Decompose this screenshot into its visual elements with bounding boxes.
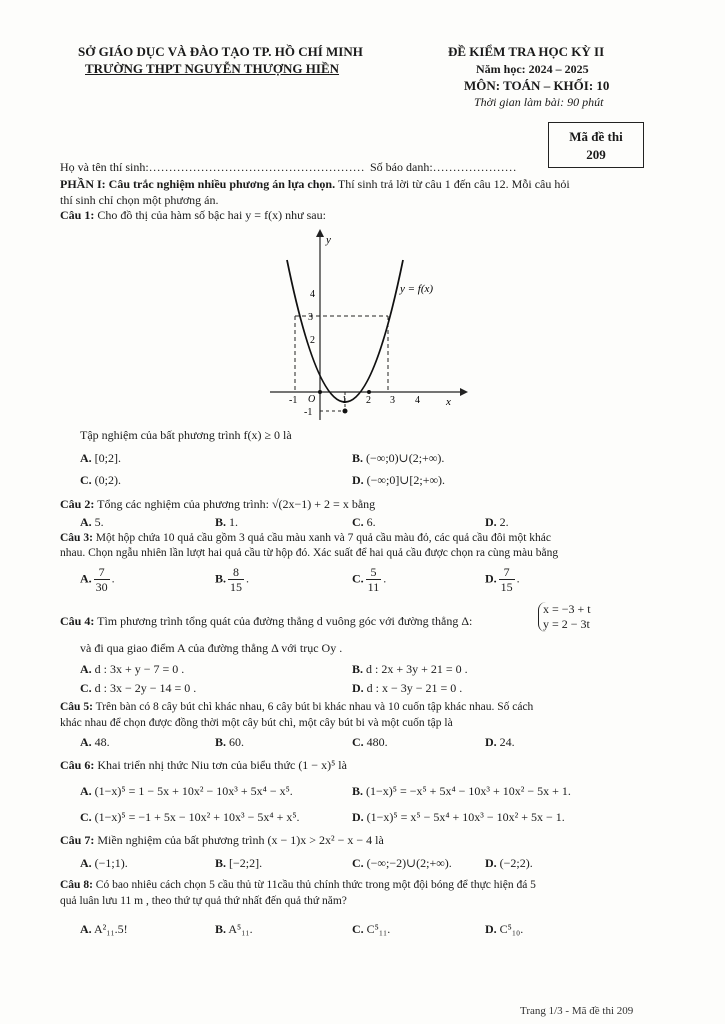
x-tick-4: 4 bbox=[415, 395, 420, 406]
q3-label: Câu 3: bbox=[60, 532, 93, 544]
q4-sys-eq1: x = −3 + t bbox=[543, 602, 591, 616]
q8-label: Câu 8: bbox=[60, 879, 93, 891]
student-id-field: Số báo danh:………………… bbox=[370, 160, 517, 174]
q3-option-b[interactable]: B. $\frac{8}{15}$ . bbox=[215, 565, 250, 594]
x-tick-m1: -1 bbox=[289, 395, 298, 406]
q8-option-b[interactable]: B. A⁵₁₁. bbox=[215, 922, 253, 936]
q7-option-d[interactable]: D. (−2;2). bbox=[485, 856, 533, 870]
q3-text1: Một hộp chứa 10 quả cầu gồm 3 quả cầu màu xanh và 7 quả cầu màu đỏ, các quả cầu đôi một khác bbox=[95, 532, 552, 544]
q7-label: Câu 7: bbox=[60, 833, 95, 847]
part1-heading bbox=[60, 177, 570, 192]
q6-stem bbox=[60, 758, 347, 773]
q3-option-c[interactable]: C. $\frac{5}{11}$ . bbox=[352, 565, 387, 594]
y-tick-m1: -1 bbox=[304, 407, 313, 418]
q2-stem bbox=[60, 497, 375, 512]
q3-option-a[interactable]: A. $\frac{7}{30}$ . bbox=[80, 565, 115, 594]
parabola-graph bbox=[260, 225, 470, 425]
q1-option-b[interactable]: B. (−∞;0)∪(2;+∞). bbox=[352, 451, 445, 465]
q5-label: Câu 5: bbox=[60, 701, 93, 713]
parabola-curve bbox=[287, 260, 403, 402]
q5-option-a[interactable]: A. 48. bbox=[80, 735, 110, 749]
root-point bbox=[367, 390, 371, 394]
x-axis-label: x bbox=[446, 396, 451, 408]
q8-option-c[interactable]: C. C⁵₁₁. bbox=[352, 922, 391, 936]
school-name: TRƯỜNG THPT NGUYỄN THƯỢNG HIỀN bbox=[85, 61, 340, 76]
x-tick-2: 2 bbox=[366, 395, 371, 406]
vertex-point bbox=[343, 409, 348, 414]
exam-code-box bbox=[548, 122, 644, 168]
q5-option-b[interactable]: B. 60. bbox=[215, 735, 245, 749]
q1-option-c[interactable]: C. (0;2). bbox=[80, 473, 121, 487]
q2-option-c[interactable]: C. 6. bbox=[352, 515, 376, 529]
q5-option-d[interactable]: D. 24. bbox=[485, 735, 515, 749]
q7-option-b[interactable]: B. [−2;2]. bbox=[215, 856, 263, 870]
q7-option-c[interactable]: C. (−∞;−2)∪(2;+∞). bbox=[352, 856, 452, 870]
q5-text1: Trên bàn có 8 cây bút chì khác nhau, 6 cây bút bi khác nhau và 10 cuốn tập khác nhau. Số cách bbox=[95, 701, 534, 713]
q8-line1 bbox=[60, 879, 536, 891]
q4-option-d[interactable]: D. d : x − 3y − 21 = 0 . bbox=[352, 681, 463, 695]
q2-option-d[interactable]: D. 2. bbox=[485, 515, 509, 529]
dept-name: SỞ GIÁO DỤC VÀ ĐÀO TẠO TP. HỒ CHÍ MINH bbox=[78, 44, 363, 59]
q8-text1: Có bao nhiêu cách chọn 5 cầu thủ từ 11cầu thủ chính thức trong một đội bóng để thực hiện đá 5 bbox=[95, 879, 536, 891]
q1-label: Câu 1: bbox=[60, 208, 95, 222]
q1-stem bbox=[60, 208, 326, 223]
q4-system bbox=[538, 602, 591, 632]
q5-line2: khác nhau để chọn được đồng thời một cây bút chì, một cây bút bi và một cuốn tập là bbox=[60, 717, 453, 729]
q5-option-c[interactable]: C. 480. bbox=[352, 735, 388, 749]
q4-option-a[interactable]: A. d : 3x + y − 7 = 0 . bbox=[80, 662, 185, 676]
q4-label: Câu 4: bbox=[60, 614, 95, 628]
q4-option-b[interactable]: B. d : 2x + 3y + 21 = 0 . bbox=[352, 662, 468, 676]
q3-line2: nhau. Chọn ngẫu nhiên lần lượt hai quả cầu từ hộp đó. Xác suất để hai quả cầu được chọn ra cùng màu bằng bbox=[60, 547, 559, 559]
q6-option-d[interactable]: D. (1−x)⁵ = x⁵ − 5x⁴ + 10x³ − 10x² + 5x − 1. bbox=[352, 810, 565, 824]
q6-option-a[interactable]: A. (1−x)⁵ = 1 − 5x + 10x² − 10x³ + 5x⁴ − x⁵. bbox=[80, 784, 293, 798]
q3-line1 bbox=[60, 532, 551, 544]
subject: MÔN: TOÁN – KHỐI: 10 bbox=[464, 78, 610, 93]
origin-label: O bbox=[308, 394, 316, 405]
q1-sub: Tập nghiệm của bất phương trình f(x) ≥ 0 là bbox=[80, 428, 292, 442]
q1-option-d[interactable]: D. (−∞;0]∪[2;+∞). bbox=[352, 473, 446, 487]
q6-option-c[interactable]: C. (1−x)⁵ = −1 + 5x − 10x² + 10x³ − 5x⁴ + x⁵. bbox=[80, 810, 300, 824]
q6-option-b[interactable]: B. (1−x)⁵ = −x⁵ + 5x⁴ − 10x³ + 10x² − 5x + 1. bbox=[352, 784, 571, 798]
q8-option-d[interactable]: D. C⁵₁₀. bbox=[485, 922, 524, 936]
q4-stem bbox=[60, 614, 472, 629]
exam-code-value: 209 bbox=[586, 147, 606, 162]
q7-option-a[interactable]: A. (−1;1). bbox=[80, 856, 128, 870]
y-axis-label: y bbox=[326, 234, 331, 246]
q8-option-a[interactable]: A. A²₁₁.5! bbox=[80, 922, 128, 936]
q2-text: Tổng các nghiệm của phương trình: √(2x−1) + 2 = x bằng bbox=[97, 497, 376, 511]
exam-code-label: Mã đề thi bbox=[569, 129, 623, 144]
y-tick-4: 4 bbox=[310, 289, 315, 300]
student-name-field: Họ và tên thí sinh:……………………………………………… bbox=[60, 160, 365, 174]
part1-title: PHẦN I: Câu trắc nghiệm nhiều phương án lựa chọn. bbox=[60, 177, 336, 191]
x-axis-arrow bbox=[460, 388, 468, 396]
y-tick-2: 2 bbox=[310, 335, 315, 346]
q7-text: Miền nghiệm của bất phương trình (x − 1)x > 2x² − x − 4 là bbox=[97, 833, 384, 847]
page-footer: Trang 1/3 - Mã đề thi 209 bbox=[520, 1005, 634, 1017]
q8-line2: quả luân lưu 11 m , theo thứ tự quả thứ nhất đến quả thứ năm? bbox=[60, 895, 347, 907]
q4-sys-eq2: y = 2 − 3t bbox=[543, 617, 590, 631]
q2-option-a[interactable]: A. 5. bbox=[80, 515, 104, 529]
q2-label: Câu 2: bbox=[60, 497, 95, 511]
part1-instr2: thí sinh chỉ chọn một phương án. bbox=[60, 193, 219, 207]
q4-text: Tìm phương trình tổng quát của đường thẳng d vuông góc với đường thẳng Δ: bbox=[97, 614, 473, 628]
x-tick-1: 1 bbox=[342, 395, 347, 406]
origin-point bbox=[318, 390, 322, 394]
curve-label: y = f(x) bbox=[400, 283, 434, 295]
q1-option-a[interactable]: A. [0;2]. bbox=[80, 451, 121, 465]
x-tick-3: 3 bbox=[390, 395, 395, 406]
q1-text: Cho đồ thị của hàm số bậc hai y = f(x) như sau: bbox=[97, 208, 326, 222]
exam-time: Thời gian làm bài: 90 phút bbox=[474, 95, 604, 109]
exam-title: ĐỀ KIỂM TRA HỌC KỲ II bbox=[448, 44, 605, 59]
q4-option-c[interactable]: C. d : 3x − 2y − 14 = 0 . bbox=[80, 681, 197, 695]
part1-instr: Thí sinh trả lời từ câu 1 đến câu 12. Mỗi câu hỏi bbox=[335, 177, 570, 191]
school-year: Năm học: 2024 – 2025 bbox=[476, 62, 589, 76]
y-tick-3: 3 bbox=[308, 312, 313, 323]
q6-text: Khai triển nhị thức Niu tơn của biểu thức (1 − x)⁵ là bbox=[97, 758, 347, 772]
q3-option-d[interactable]: D. $\frac{7}{15}$ . bbox=[485, 565, 520, 594]
q2-option-b[interactable]: B. 1. bbox=[215, 515, 239, 529]
q4-line2: và đi qua giao điểm A của đường thẳng Δ với trục Oy . bbox=[80, 641, 343, 655]
q5-line1 bbox=[60, 701, 533, 713]
y-axis-arrow bbox=[316, 229, 324, 237]
q7-stem bbox=[60, 833, 384, 848]
q6-label: Câu 6: bbox=[60, 758, 95, 772]
